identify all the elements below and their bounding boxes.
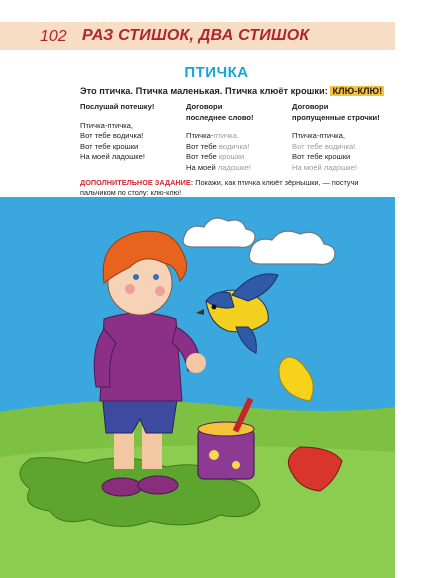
poem-line: Вот тебе крошки (292, 152, 351, 162)
poem-line: Птичка-птичка, (292, 131, 345, 141)
intro-sentence: Это птичка. Птичка маленькая. Птичка клюёт крошки: (80, 86, 328, 96)
extra-task (80, 178, 396, 198)
column-missing-lines (292, 102, 397, 174)
extra-task-label: ДОПОЛНИТЕЛЬНОЕ ЗАДАНИЕ: (80, 178, 194, 187)
heading-line: последнее слово! (186, 112, 254, 122)
poem-line: Птичка-птичка, (80, 120, 133, 130)
column-heading (186, 102, 286, 123)
illustration (0, 197, 395, 578)
heading-line: Договори (186, 102, 223, 111)
intro-highlight: КЛЮ-КЛЮ! (332, 86, 383, 96)
poem-line: Вот тебе крошки (80, 141, 139, 151)
poem-line: На моей ладошке! (186, 162, 251, 172)
column-heading (292, 102, 397, 123)
illustration-svg (0, 197, 395, 578)
poem-line: Вот тебе водичка! (80, 131, 144, 141)
intro-text (80, 86, 384, 96)
column-last-word (186, 102, 286, 174)
poem-line: Птичка-птичка, (186, 131, 240, 141)
page-number: 102 (40, 28, 67, 45)
poem-line: На моей ладошке! (292, 162, 357, 172)
chapter-title: РАЗ СТИШОК, ДВА СТИШОК (82, 27, 310, 44)
extra-task-text: Покажи, как птичка клюёт зёрнышки, — постучи пальчиком по столу: клю-клю! (80, 178, 359, 197)
column-listen (80, 102, 180, 163)
poem-title: ПТИЧКА (184, 64, 249, 81)
heading-line: Послушай потешку! (80, 102, 155, 111)
poem-line: На моей ладошке! (80, 152, 145, 162)
poem-line: Вот тебе водичка! (292, 141, 356, 151)
poem-line: Вот тебе крошки (186, 152, 245, 162)
column-heading (80, 102, 180, 113)
page-header (0, 22, 395, 50)
poem-line: Вот тебе водичка! (186, 141, 250, 151)
heading-line: пропущенные строчки! (292, 112, 380, 122)
heading-line: Договори (292, 102, 329, 111)
